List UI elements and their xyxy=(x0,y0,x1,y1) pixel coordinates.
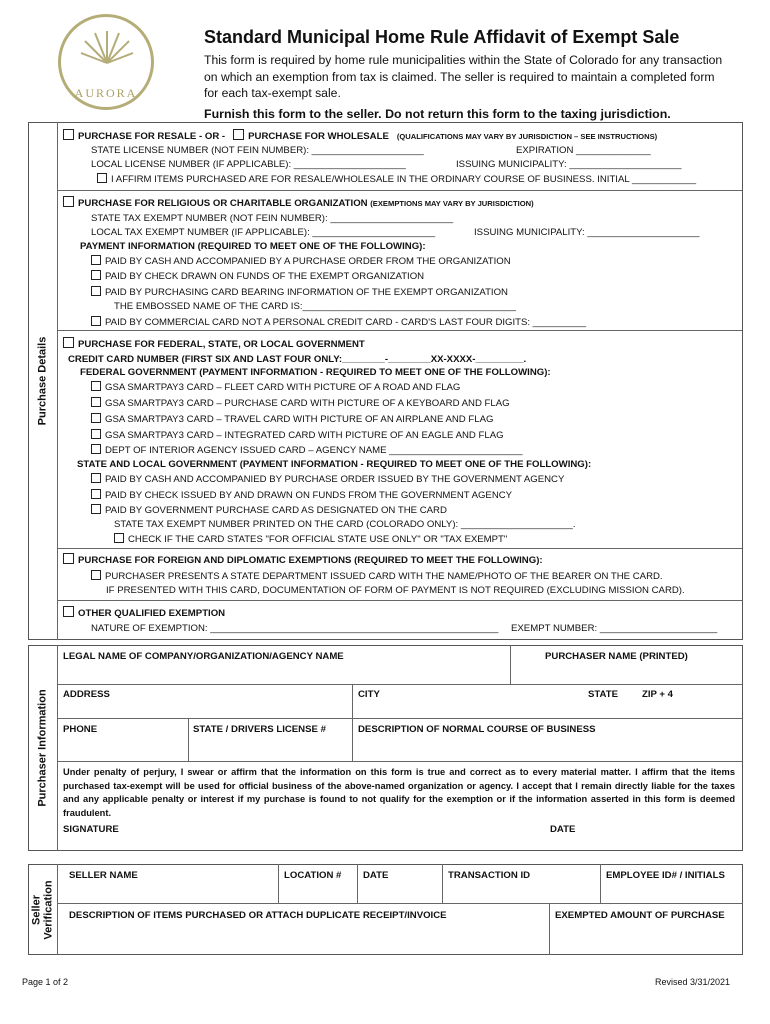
religious-opt-1-checkbox[interactable] xyxy=(91,255,101,265)
sunburst-icon xyxy=(79,27,135,67)
location-field[interactable]: LOCATION # xyxy=(284,870,342,881)
government-checkbox[interactable] xyxy=(63,337,74,348)
state-opt-2: PAID BY CHECK ISSUED BY AND DRAWN ON FUNDS FROM THE GOVERNMENT AGENCY xyxy=(91,489,512,502)
state-opt-3: PAID BY GOVERNMENT PURCHASE CARD AS DESIGNATED ON THE CARD xyxy=(91,504,447,517)
foreign-note: IF PRESENTED WITH THIS CARD, DOCUMENTATION OF FORM OF PAYMENT IS NOT REQUIRED (EXCLUDING MISSION CARD). xyxy=(106,585,685,596)
address-field[interactable]: ADDRESS xyxy=(63,689,110,700)
gsa-travel-checkbox[interactable] xyxy=(91,413,101,423)
exempt-number-field[interactable]: EXEMPT NUMBER: ______________________ xyxy=(511,623,718,634)
resale-heading-row: PURCHASE FOR RESALE - OR - PURCHASE FOR WHOLESALE (QUALIFICATIONS MAY VARY BY JURISDICTION – SEE INSTRUCTIONS) xyxy=(63,129,657,143)
seller-verification-label: Seller Verification xyxy=(30,879,55,940)
religious-opt-3-checkbox[interactable] xyxy=(91,286,101,296)
doi-card-checkbox[interactable] xyxy=(91,444,101,454)
religious-municipality-field[interactable]: ISSUING MUNICIPALITY: _____________________ xyxy=(474,227,700,238)
official-use-row: CHECK IF THE CARD STATES "FOR OFFICIAL STATE USE ONLY" OR "TAX EXEMPT" xyxy=(114,533,507,546)
resale-affirm-row: I AFFIRM ITEMS PURCHASED ARE FOR RESALE/WHOLESALE IN THE ORDINARY COURSE OF BUSINESS. INITIAL ____________ xyxy=(97,173,696,186)
other-checkbox[interactable] xyxy=(63,606,74,617)
legal-name-field[interactable]: LEGAL NAME OF COMPANY/ORGANIZATION/AGENCY NAME xyxy=(63,651,344,662)
business-description-field[interactable]: DESCRIPTION OF NORMAL COURSE OF BUSINESS xyxy=(358,724,596,735)
signature-field[interactable]: SIGNATURE xyxy=(63,824,119,835)
gsa-travel: GSA SMARTPAY3 CARD – TRAVEL CARD WITH PICTURE OF AN AIRPLANE AND FLAG xyxy=(91,413,493,426)
seller-date-field[interactable]: DATE xyxy=(363,870,389,881)
doi-card: DEPT OF INTERIOR AGENCY ISSUED CARD – AGENCY NAME _________________________ xyxy=(91,444,523,457)
page-number: Page 1 of 2 xyxy=(22,977,69,987)
items-description-field[interactable]: DESCRIPTION OF ITEMS PURCHASED OR ATTACH DUPLICATE RECEIPT/INVOICE xyxy=(69,910,447,921)
aurora-logo xyxy=(58,14,154,110)
religious-checkbox[interactable] xyxy=(63,196,74,207)
purchaser-information-label: Purchaser Information xyxy=(36,689,49,807)
gsa-integrated-checkbox[interactable] xyxy=(91,429,101,439)
religious-opt-1: PAID BY CASH AND ACCOMPANIED BY A PURCHASE ORDER FROM THE ORGANIZATION xyxy=(91,255,511,268)
state-field[interactable]: STATE xyxy=(588,689,619,700)
state-tax-exempt-field[interactable]: STATE TAX EXEMPT NUMBER (NOT FEIN NUMBER): _______________________ xyxy=(91,213,454,224)
foreign-checkbox[interactable] xyxy=(63,553,74,564)
form-title: Standard Municipal Home Rule Affidavit of Exempt Sale xyxy=(204,27,680,47)
gsa-integrated: GSA SMARTPAY3 CARD – INTEGRATED CARD WITH PICTURE OF AN EAGLE AND FLAG xyxy=(91,429,504,442)
credit-card-field[interactable]: CREDIT CARD NUMBER (FIRST SIX AND LAST FOUR ONLY:________-________XX-XXXX-_________. xyxy=(68,354,527,365)
employee-id-field[interactable]: EMPLOYEE ID# / INITIALS xyxy=(606,870,725,881)
purchase-details-label: Purchase Details xyxy=(36,336,49,426)
nature-of-exemption-field[interactable]: NATURE OF EXEMPTION: ______________________________________________________ xyxy=(91,623,499,634)
state-local-heading: STATE AND LOCAL GOVERNMENT (PAYMENT INFORMATION - REQUIRED TO MEET ONE OF THE FOLLOWING): xyxy=(77,459,592,470)
wholesale-checkbox[interactable] xyxy=(233,129,244,140)
card-exempt-number-field[interactable]: STATE TAX EXEMPT NUMBER PRINTED ON THE CARD (COLORADO ONLY): _____________________. xyxy=(114,519,576,530)
transaction-id-field[interactable]: TRANSACTION ID xyxy=(448,870,531,881)
gsa-purchase: GSA SMARTPAY3 CARD – PURCHASE CARD WITH PICTURE OF A KEYBOARD AND FLAG xyxy=(91,397,510,410)
religious-opt-2-checkbox[interactable] xyxy=(91,270,101,280)
local-tax-exempt-field[interactable]: LOCAL TAX EXEMPT NUMBER (IF APPLICABLE): _______________________ xyxy=(91,227,436,238)
state-opt-3-checkbox[interactable] xyxy=(91,504,101,514)
license-field[interactable]: STATE / DRIVERS LICENSE # xyxy=(193,724,326,735)
state-license-field[interactable]: STATE LICENSE NUMBER (NOT FEIN NUMBER): _____________________ xyxy=(91,145,424,156)
religious-heading-row: PURCHASE FOR RELIGIOUS OR CHARITABLE ORGANIZATION (EXEMPTIONS MAY VARY BY JURISDICTION) xyxy=(63,196,534,210)
perjury-declaration: Under penalty of perjury, I swear or affirm that the information on this form is true and correct as to every material matter. I affirm that the items purchased tax-exempt will be used for official business of the above-named organization or agency. I accept that I remain directly liable for the taxes and any applicable penalty or interest if my purchase is found to not qualify for the exemption or if the information asserted in this form is deemed fraudulent. xyxy=(63,767,735,818)
revised-date: Revised 3/31/2021 xyxy=(655,977,731,987)
city-field[interactable]: CITY xyxy=(358,689,380,700)
signature-date-field[interactable]: DATE xyxy=(550,824,576,835)
furnish-notice: Furnish this form to the seller. Do not return this form to the taxing jurisdiction. xyxy=(204,107,671,121)
gsa-fleet: GSA SMARTPAY3 CARD – FLEET CARD WITH PICTURE OF A ROAD AND FLAG xyxy=(91,381,460,394)
intro-text: This form is required by home rule municipalities within the State of Colorado for any transaction on which an exemption from tax is claimed. The seller is required to maintain a completed form for each tax-exempt sale. xyxy=(204,53,723,100)
resale-checkbox[interactable] xyxy=(63,129,74,140)
local-license-field[interactable]: LOCAL LICENSE NUMBER (IF APPLICABLE): _____________________ xyxy=(91,159,406,170)
payment-heading: PAYMENT INFORMATION (REQUIRED TO MEET ONE OF THE FOLLOWING): xyxy=(80,241,426,252)
gsa-fleet-checkbox[interactable] xyxy=(91,381,101,391)
foreign-heading-row: PURCHASE FOR FOREIGN AND DIPLOMATIC EXEMPTIONS (REQUIRED TO MEET THE FOLLOWING): xyxy=(63,553,543,567)
religious-opt-2: PAID BY CHECK DRAWN ON FUNDS OF THE EXEMPT ORGANIZATION xyxy=(91,270,424,283)
gsa-purchase-checkbox[interactable] xyxy=(91,397,101,407)
religious-opt-4-checkbox[interactable] xyxy=(91,316,101,326)
logo-text: AURORA xyxy=(74,86,138,100)
issuing-municipality-field[interactable]: ISSUING MUNICIPALITY: _____________________ xyxy=(456,159,682,170)
embossed-name-field[interactable]: THE EMBOSSED NAME OF THE CARD IS:________________________________________ xyxy=(114,301,516,312)
expiration-field[interactable]: EXPIRATION ______________ xyxy=(516,145,651,156)
other-heading-row: OTHER QUALIFIED EXEMPTION xyxy=(63,606,225,620)
zip-field[interactable]: ZIP + 4 xyxy=(642,689,674,700)
phone-field[interactable]: PHONE xyxy=(63,724,98,735)
foreign-opt-checkbox[interactable] xyxy=(91,570,101,580)
purchaser-name-field[interactable]: PURCHASER NAME (PRINTED) xyxy=(545,651,688,662)
foreign-opt: PURCHASER PRESENTS A STATE DEPARTMENT ISSUED CARD WITH THE NAME/PHOTO OF THE BEARER ON THE CARD. xyxy=(91,570,663,583)
federal-heading: FEDERAL GOVERNMENT (PAYMENT INFORMATION - REQUIRED TO MEET ONE OF THE FOLLOWING): xyxy=(80,367,551,378)
affirm-checkbox[interactable] xyxy=(97,173,107,183)
state-opt-2-checkbox[interactable] xyxy=(91,489,101,499)
state-opt-1: PAID BY CASH AND ACCOMPANIED BY PURCHASE ORDER ISSUED BY THE GOVERNMENT AGENCY xyxy=(91,473,564,486)
exempted-amount-field[interactable]: EXEMPTED AMOUNT OF PURCHASE xyxy=(555,910,725,921)
state-opt-1-checkbox[interactable] xyxy=(91,473,101,483)
religious-opt-4: PAID BY COMMERCIAL CARD NOT A PERSONAL CREDIT CARD - CARD'S LAST FOUR DIGITS: __________ xyxy=(91,316,586,329)
seller-name-field[interactable]: SELLER NAME xyxy=(69,870,138,881)
government-heading-row: PURCHASE FOR FEDERAL, STATE, OR LOCAL GOVERNMENT xyxy=(63,337,365,351)
official-use-checkbox[interactable] xyxy=(114,533,124,543)
religious-opt-3: PAID BY PURCHASING CARD BEARING INFORMATION OF THE EXEMPT ORGANIZATION xyxy=(91,286,508,299)
purchaser-information-section xyxy=(28,645,743,851)
